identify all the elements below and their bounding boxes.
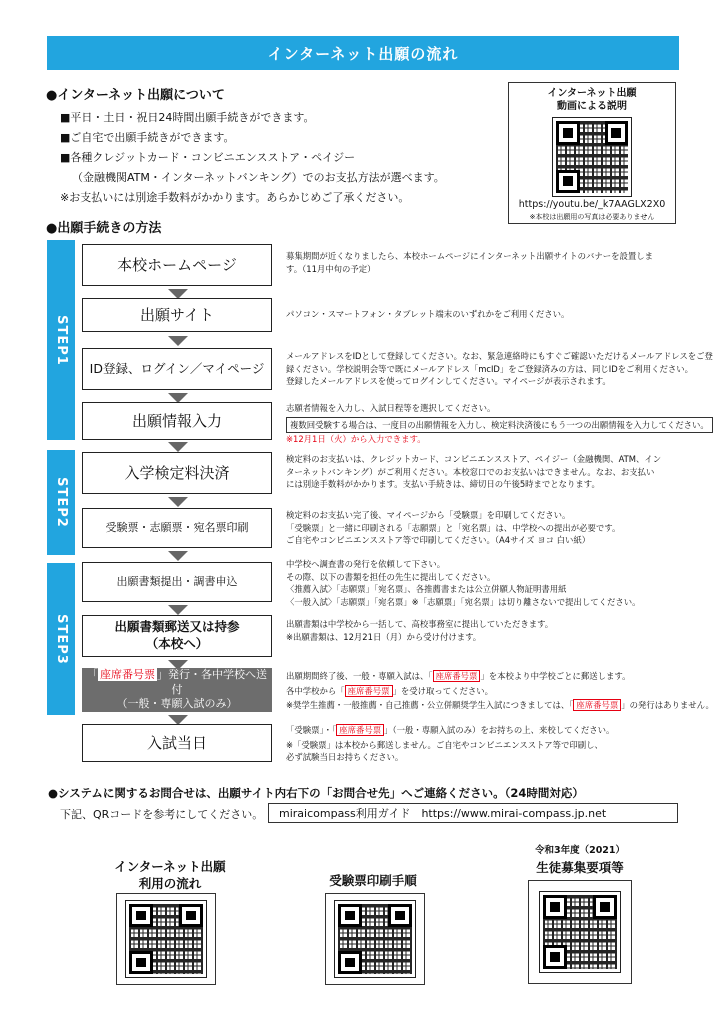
print-qr-code-icon[interactable] <box>334 900 416 978</box>
video-qr-code-icon[interactable] <box>552 117 632 197</box>
flow-print: 受験票・志願票・宛名票印刷 <box>82 508 272 548</box>
desc-payment: 検定料のお支払いは、クレジットカード、コンビニエンスストア、ペイジー（金融機関、ATM、イン ターネットバンキング）がご利用ください。本校窓口でのお支払いはできません。なお、お支払い には別途手数料がかかります。支払い手続きは、締切日の午後5時までとなります。 <box>286 454 662 490</box>
flow-mail <box>82 615 272 657</box>
desc-id-login: メールアドレスをIDとして登録してください。なお、緊急連絡時にもすぐご確認いただけるメールアドレスをご登 録ください。学校説明会等で既にメールアドレス「mcID」をご登録済みの方は、同じIDをご利用ください。 登録したメールアドレスを使ってログインしてください。マイページが表示されます。 <box>286 351 713 387</box>
flow-qr-frame <box>116 893 216 985</box>
about-list <box>60 108 445 208</box>
video-url[interactable]: https://youtu.be/_k7AAGLX2X0 <box>518 199 666 210</box>
step2-bar <box>47 450 75 555</box>
card-print <box>313 872 433 889</box>
step2-label: STEP2 <box>53 477 69 528</box>
flow-qr-code-icon[interactable] <box>125 900 207 978</box>
desc-mail: 出願書類は中学校から一括して、高校事務室に提出していただきます。 ※出願書類は、12月21日（月）から受け付けます。 <box>286 619 554 642</box>
desc-exam: 「受験票」・「 座席番号票 」（一般・専願入試のみ）をお持ちの上、来校してください。 ※「受験票」は本校から郵送しません。ご自宅やコンビニエンスストア等で印刷し、 必ず試験当日お持ちください。 <box>286 725 615 763</box>
flow-homepage: 本校ホームページ <box>82 244 272 286</box>
about-line: （金融機関ATM・インターネットバンキング）でのお支払方法が選べます。 <box>72 171 445 184</box>
desc-homepage: 募集期間が近くなりましたら、本校ホームページにインターネット出願サイトのバナーを設置しま す。（11月中旬の予定） <box>286 251 653 274</box>
desc-site: パソコン・スマートフォン・タブレット端末のいずれかをご利用ください。 <box>286 309 570 319</box>
flow-arrow <box>168 497 188 507</box>
desc-seat: 出願期間終了後、一般・専願入試は、「 座席番号票 」を本校より中学校ごとに郵送します。 各中学校から「 座席番号票 」を受け取ってください。 ※奨学生推薦・一般推薦・自己推薦・公立併願奨学生入試につきましては、「 座席番号票 」の発行はありません。 <box>286 671 714 711</box>
desc-info-input: 志願者情報を入力し、入試日程等を選択してください。 複数回受験する場合は、一度目の出願情報を入力し、検定料決済後にもう一つの出願情報を入力してください。 ※12月1日（火）から入力できます。 <box>286 402 686 446</box>
video-qr-title: インターネット出願 <box>547 88 637 99</box>
photo-note: ※本校は出願用の写真は必要ありません <box>529 213 655 221</box>
card-print-title: 受験票印刷手順 <box>329 873 417 888</box>
about-line: ■各種クレジットカード・コンビニエンスストア・ペイジー <box>60 151 356 164</box>
guide-qr-frame <box>528 880 632 984</box>
inquiry-sub: 下記、QRコードを参考にしてください。 <box>60 808 264 821</box>
step3-label: STEP3 <box>53 613 69 665</box>
flow-site: 出願サイト <box>82 298 272 332</box>
page-banner: インターネット出願の流れ <box>47 36 679 70</box>
card-guide <box>520 842 640 876</box>
about-line: ■平日・土日・祝日24時間出願手続きができます。 <box>60 111 315 124</box>
seat-number-highlight: 座席番号票 <box>100 667 155 681</box>
flow-arrow <box>168 336 188 346</box>
flow-seat-number: 「 座席番号票 」発行・各中学校へ送付 （一般・専願入試のみ） <box>82 668 272 712</box>
flow-payment: 入学検定料決済 <box>82 452 272 494</box>
card-flow-title2: 利用の流れ <box>138 876 202 891</box>
guide-link-box[interactable]: miraicompass利用ガイド https://www.mirai-compass.jp.net <box>268 803 678 823</box>
desc-print: 検定料のお支払い完了後、マイページから「受験票」を印刷してください。 「受験票」と一緒に印刷される「志願票」と「宛名票」は、中学校への提出が必要です。 ご自宅やコンビニエンスストア等で印刷してください。（A4サイズ ヨコ 白い紙） <box>286 510 621 546</box>
about-line: ■ご自宅で出願手続きができます。 <box>60 131 235 144</box>
flow-arrow <box>168 551 188 561</box>
step3-bar <box>47 563 75 715</box>
method-heading: ●出願手続きの方法 <box>46 221 162 236</box>
flow-seat-line2: （一般・専願入試のみ） <box>116 697 238 711</box>
flow-info-input: 出願情報入力 <box>82 402 272 440</box>
video-qr-panel <box>508 82 676 224</box>
card-guide-year: 令和3年度（2021） <box>534 845 626 856</box>
flow-arrow <box>168 605 188 615</box>
flow-docs-submit: 出願書類提出・調書申込 <box>82 562 272 602</box>
card-flow <box>100 858 240 892</box>
card-guide-title: 生徒募集要項等 <box>536 860 624 875</box>
step1-label: STEP1 <box>53 314 69 366</box>
card-flow-title1: インターネット出願 <box>114 859 226 874</box>
about-heading: ●インターネット出願について <box>46 88 225 103</box>
flow-mail-line1: 出願書類郵送又は持参 <box>114 619 240 635</box>
print-qr-frame <box>325 893 425 985</box>
flow-arrow <box>168 442 188 452</box>
step1-bar <box>47 240 75 440</box>
flow-id-login: ID登録、ログイン／マイページ <box>82 348 272 390</box>
flow-exam-day: 入試当日 <box>82 724 272 762</box>
guide-qr-code-icon[interactable] <box>539 891 621 973</box>
inquiry-heading: ●システムに関するお問合せは、出願サイト内右下の「お問合せ先」へご連絡ください。（24時間対応） <box>48 786 584 800</box>
video-qr-subtitle: 動画による説明 <box>557 101 627 112</box>
about-line: ※お支払いには別途手数料がかかります。あらかじめご了承ください。 <box>60 191 410 204</box>
flow-mail-line2: （本校へ） <box>145 636 209 651</box>
desc-docs: 中学校へ調査書の発行を依頼して下さい。 その際、以下の書類を担任の先生に提出してください。 〈推薦入試〉「志願票」「宛名票」、各推薦書または公立併願人物証明書用紙 〈一般入試〉「志願票」「宛名票」※「志願票」「宛名票」は切り離さないで提出してください。 <box>286 559 641 607</box>
